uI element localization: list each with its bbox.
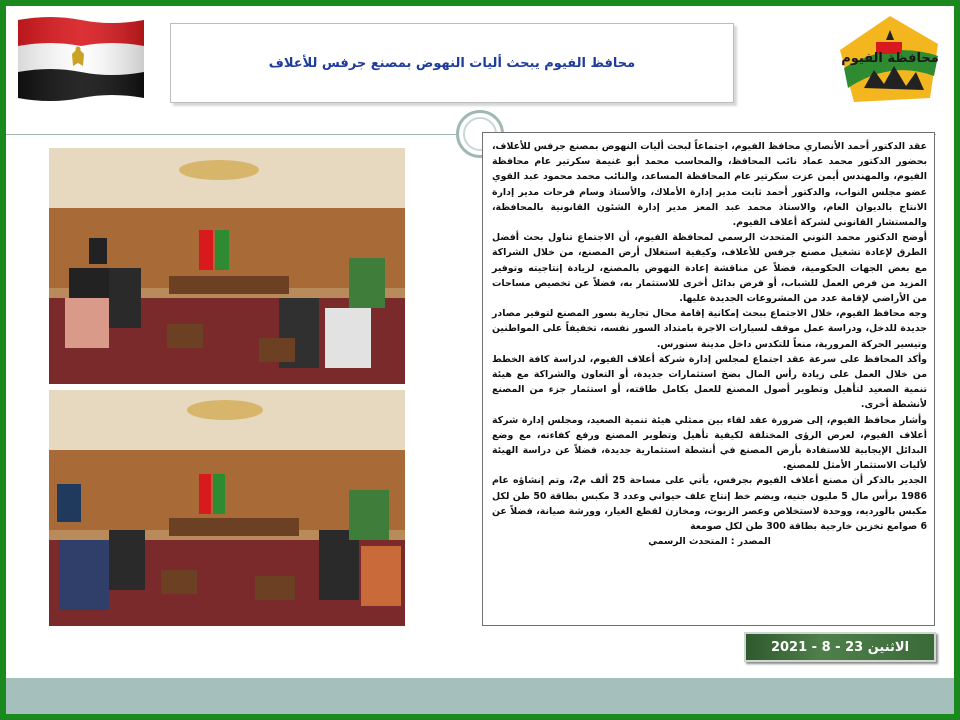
article-paragraph-2: أوضح الدكتور محمد التوني المتحدث الرسمي لمحافظة الفيوم، أن الاجتماع تناول بحث أفضل الطرق لإعادة تشغيل مصنع جرفس للأعلاف، وكيفية استغلال أرض المصنع، من خلال الشراكة مع بعض الجهات الحكومية، فضلاً عن مناقشة إعادة النهوض بالمصنع، لزيادة إنتاجيته وتوفير المزيد من فرص العمل للشباب، أو فرض بدائل أخرى للاستثمار به، فضلاً عن تخصيص مساحات من الأراضي لإقامة عدد من المشروعات الجديدة عليها. [492, 232, 927, 305]
article-paragraph-4: وأكد المحافظ على سرعة عقد اجتماع لمجلس إدارة شركة أعلاف الفيوم، لدراسة كافة الخطط من خلال العمل على زيادة رأس المال بضخ استثمارات جديدة، أو التعاون والشراكة مع هيئة تنمية الصعيد لتأهيل وتطوير أصول المصنع للعمل بكامل طاقته، أو استثمار جزء من المصنع لأنشطة أخرى. [492, 353, 927, 411]
article-paragraph-6: الجدير بالذكر أن مصنع أعلاف الفيوم بجرفس، يأتي على مساحة 25 ألف م2، وتم إنشاؤه عام 1986 برأس مال 5 مليون جنيه، ويضم خط إنتاج علف حيواني وعدد 3 مكبس بطاقة 50 طن لكل مكبس بالورديه، ووحدة لاستخلاص وعصر الزيوت، ومخازن لقطع الغيار، وورشة صيانة، فضلاً عن 6 صوامع تخزين خارجية بطاقة 300 طن لكل صومعة [492, 475, 927, 533]
article-paragraph-5: وأشار محافظ الفيوم، إلى ضرورة عقد لقاء بين ممثلي هيئة تنمية الصعيد، ومجلس إدارة شركة أعلاف الفيوم، لعرض الرؤى المختلفة لكيفية تأهيل وتطوير المصنع ورفع كفاءته، مع وضع البدائل الإيجابية للاستفادة بأرض المصنع في أنشطة استثمارية جديدة، فضلاً عن دراسة الهيئة لأليات الاستثمار الأمثل للمصنع. [492, 414, 927, 472]
bottom-band [6, 678, 954, 714]
egypt-flag-icon [16, 14, 146, 102]
meeting-photo-2 [49, 390, 405, 626]
article-body [482, 132, 935, 626]
divider-left [6, 134, 456, 135]
title-box [170, 23, 734, 103]
article-paragraph-1: عقد الدكتور أحمد الأنصاري محافظ الفيوم، اجتماعاً لبحث أليات النهوض بمصنع جرفس للأعلاف، بحضور الدكتور محمد عماد نائب المحافظ، والمحاسب محمد أبو غنيمة سكرتير عام محافظة الفيوم، والمهندس أيمن عزت سكرتير عام المحافظة المساعد، والنائب محمد محمود عبد القوي عضو مجلس النواب، والدكتور أحمد ثابت مدير إدارة الأملاك، والأستاذ وسام فرحات مدير إدارة الانتاج بالديوان العام، والاستاذ محمد عبد المعز مدير إدارة الشئون القانونية بالمحافظة، والمستشار القانوني لشركة أعلاف الفيوم. [492, 141, 927, 229]
article-date: الاثنين 23 - 8 - 2021 [770, 639, 910, 655]
article-source: المصدر : المتحدث الرسمي [648, 536, 771, 548]
governorate-logo-icon [834, 10, 946, 108]
article-paragraph-3: وجه محافظ الفيوم، خلال الاجتماع ببحث إمكانية إقامة محال تجارية بسور المصنع لتوفير مصادر جديدة للدخل، ودراسة عمل موقف لسيارات الاجرة بامتداد السور نفسه، تخفيفاً على المواطنين وتيسير الحركة المرورية، منعاً للتكدس داخل مدينة سنورس. [492, 308, 927, 350]
svg-text:محافظة الفيوم: محافظة الفيوم [841, 51, 939, 66]
meeting-photo-1 [49, 148, 405, 384]
date-box [744, 632, 936, 662]
page [6, 6, 954, 714]
page-title: محافظ الفيوم يبحث أليات النهوض بمصنع جرفس للأعلاف [268, 55, 636, 71]
